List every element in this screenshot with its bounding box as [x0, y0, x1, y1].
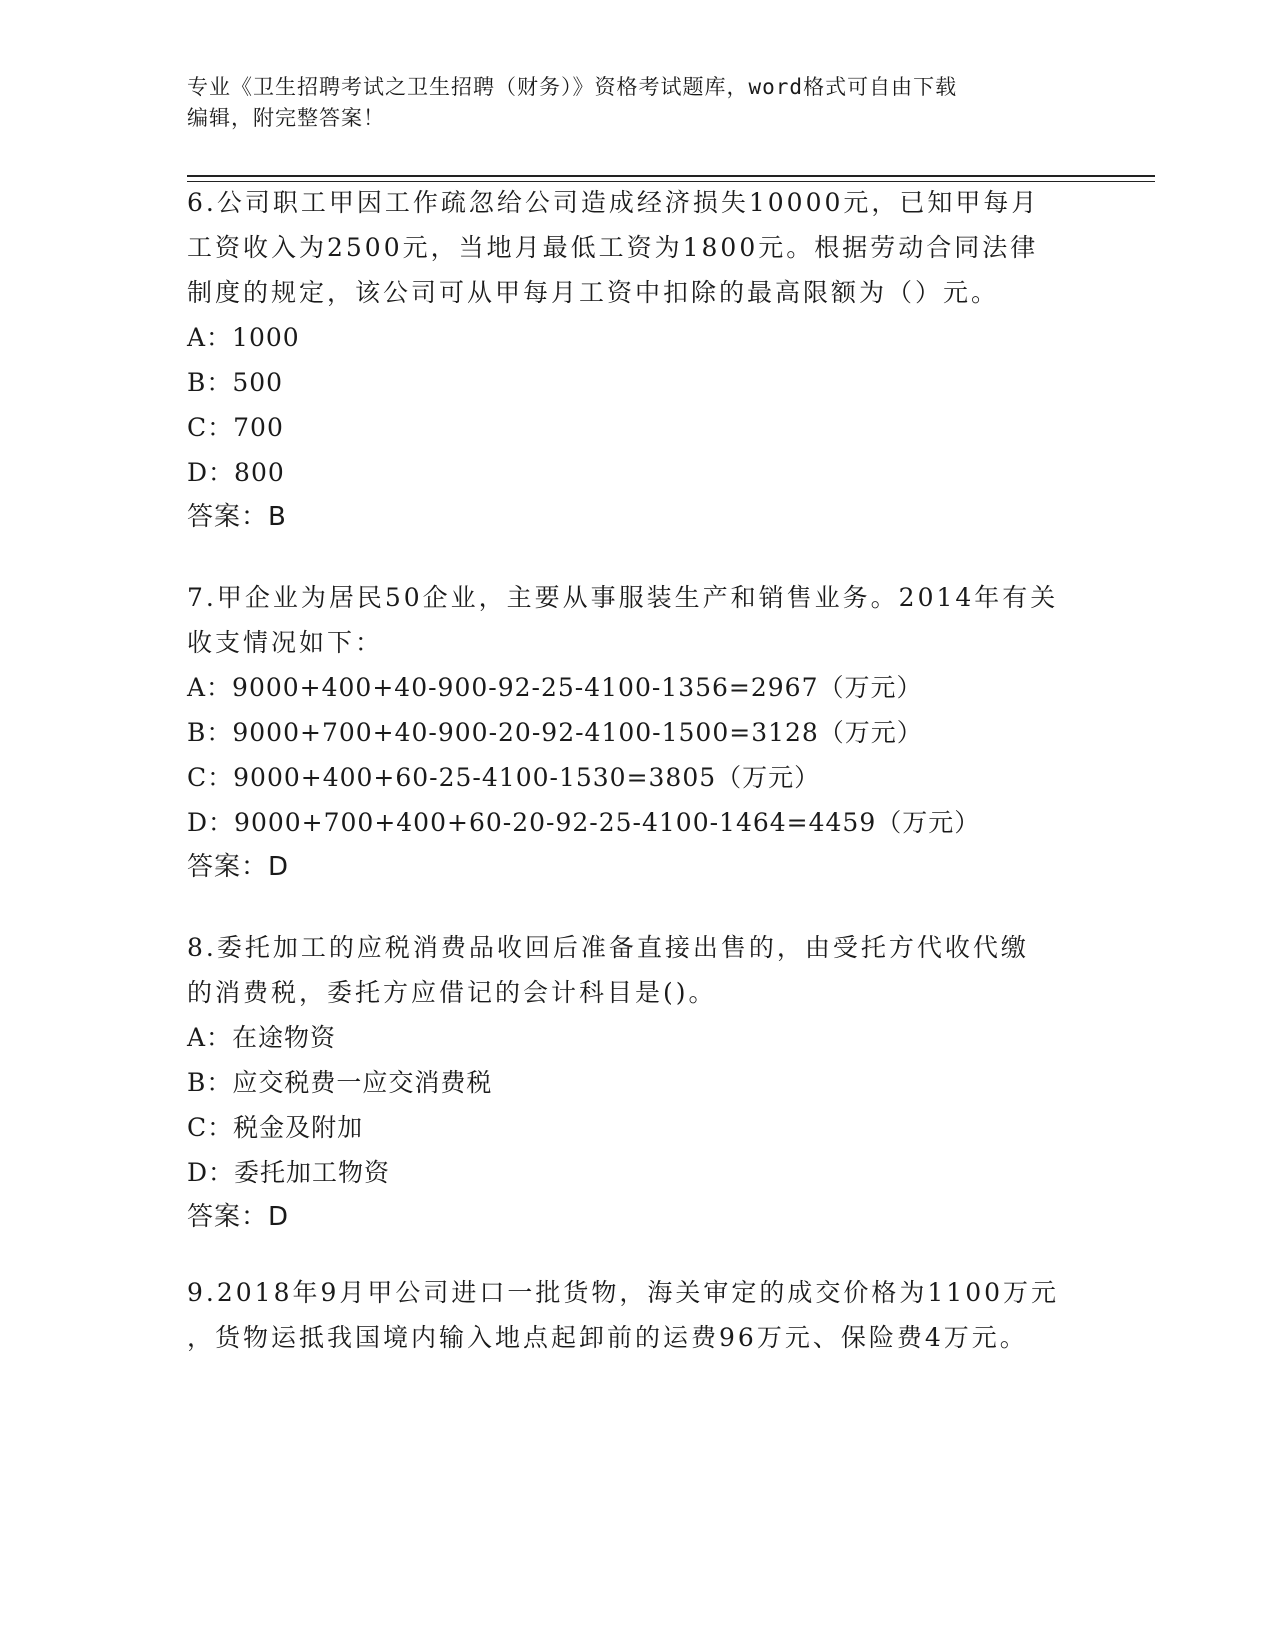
question-text-line: 工资收入为2500元，当地月最低工资为1800元。根据劳动合同法律 [187, 233, 1039, 262]
question-8 [187, 925, 1087, 1240]
header-divider-thick [187, 175, 1155, 177]
option-d: D：委托加工物资 [187, 1158, 391, 1187]
question-text-line: 9.2018年9月甲公司进口一批货物，海关审定的成交价格为1100万元 [187, 1278, 1060, 1307]
question-text-line: ，货物运抵我国境内输入地点起卸前的运费96万元、保险费4万元。 [187, 1323, 1028, 1352]
header-line-1: 专业《卫生招聘考试之卫生招聘（财务）》资格考试题库，word格式可自由下载 [187, 75, 958, 99]
answer: 答案：D [187, 1202, 290, 1232]
answer: 答案：D [187, 852, 290, 882]
question-9 [187, 1270, 1087, 1360]
answer: 答案：B [187, 502, 287, 532]
option-a: A：9000+400+40-900-92-25-4100-1356=2967（万元） [187, 673, 923, 702]
option-c: C：9000+400+60-25-4100-1530=3805（万元） [187, 763, 821, 792]
question-text-line: 7.甲企业为居民50企业，主要从事服装生产和销售业务。2014年有关 [187, 583, 1059, 612]
option-b: B：9000+700+40-900-20-92-4100-1500=3128（万元） [187, 718, 923, 747]
option-b: B：500 [187, 368, 284, 397]
option-d: D：800 [187, 458, 285, 487]
option-d: D：9000+700+400+60-20-92-25-4100-1464=4459（万元） [187, 808, 981, 837]
question-text-line: 制度的规定，该公司可从甲每月工资中扣除的最高限额为（）元。 [187, 278, 1000, 307]
option-b: B：应交税费一应交消费税 [187, 1068, 493, 1097]
document-header [187, 72, 1067, 134]
question-7 [187, 575, 1087, 890]
option-c: C：税金及附加 [187, 1113, 364, 1142]
question-6 [187, 180, 1087, 540]
option-a: A：在途物资 [187, 1023, 337, 1052]
header-line-2: 编辑，附完整答案！ [187, 106, 385, 130]
question-text-line: 8.委托加工的应税消费品收回后准备直接出售的，由受托方代收代缴 [187, 933, 1029, 962]
question-text-line: 6.公司职工甲因工作疏忽给公司造成经济损失10000元，已知甲每月 [187, 188, 1040, 217]
question-text-line: 收支情况如下： [187, 628, 384, 657]
option-c: C：700 [187, 413, 284, 442]
question-text-line: 的消费税，委托方应借记的会计科目是()。 [187, 978, 717, 1007]
option-a: A：1000 [187, 323, 300, 352]
